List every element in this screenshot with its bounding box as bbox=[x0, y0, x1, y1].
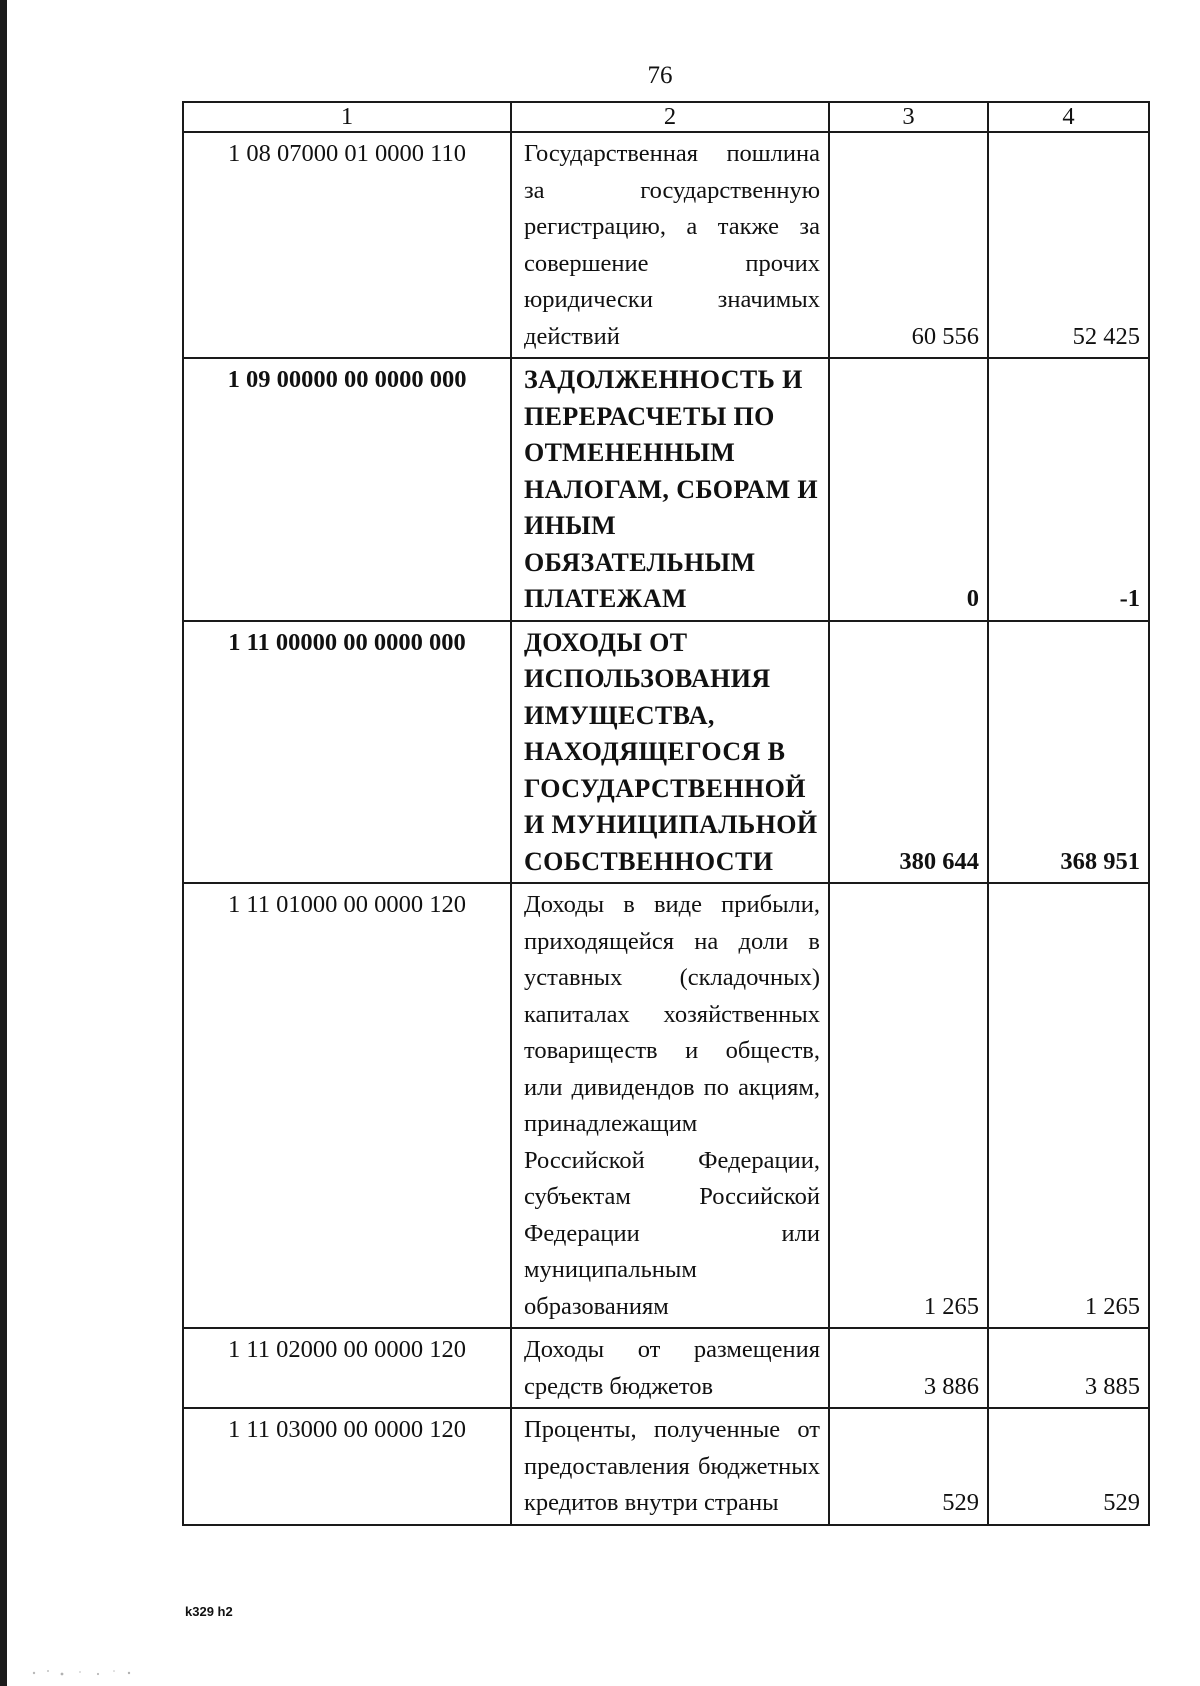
value-col-4: 3 885 bbox=[988, 1328, 1149, 1408]
value-col-4: 529 bbox=[988, 1408, 1149, 1525]
budget-code: 1 09 00000 00 0000 000 bbox=[183, 358, 511, 621]
budget-code: 1 11 03000 00 0000 120 bbox=[183, 1408, 511, 1525]
revenue-name: Государственная пошлина за государственную регистрацию, а также за совершение прочих юридически значимых действий bbox=[511, 132, 829, 358]
table-row bbox=[183, 1408, 1149, 1525]
revenue-name: Проценты, полученные от предоставления бюджетных кредитов внутри страны bbox=[511, 1408, 829, 1525]
table-row bbox=[183, 883, 1149, 1328]
header-col-4: 4 bbox=[988, 102, 1149, 132]
table-row bbox=[183, 621, 1149, 884]
table-header-row bbox=[183, 102, 1149, 132]
scan-noise bbox=[28, 1668, 138, 1678]
table-row bbox=[183, 132, 1149, 358]
budget-code: 1 11 01000 00 0000 120 bbox=[183, 883, 511, 1328]
value-col-4: 368 951 bbox=[988, 621, 1149, 884]
scan-border bbox=[0, 0, 7, 1686]
revenue-name: Доходы в виде прибыли, приходящейся на доли в уставных (складочных) капиталах хозяйственных товариществ и обществ, или дивидендов по акциям, принадлежащим Российской Федерации, субъектам Российской Федерации или муниципальным образованиям bbox=[511, 883, 829, 1328]
value-col-4: -1 bbox=[988, 358, 1149, 621]
value-col-4: 1 265 bbox=[988, 883, 1149, 1328]
value-col-3: 0 bbox=[829, 358, 988, 621]
table-row bbox=[183, 1328, 1149, 1408]
budget-code: 1 11 02000 00 0000 120 bbox=[183, 1328, 511, 1408]
revenue-name: ДОХОДЫ ОТ ИСПОЛЬЗОВАНИЯ ИМУЩЕСТВА, НАХОДЯЩЕГОСЯ В ГОСУДАРСТВЕННОЙ И МУНИЦИПАЛЬНОЙ СОБСТВЕННОСТИ bbox=[511, 621, 829, 884]
value-col-4: 52 425 bbox=[988, 132, 1149, 358]
value-col-3: 60 556 bbox=[829, 132, 988, 358]
revenue-name: Доходы от размещения средств бюджетов bbox=[511, 1328, 829, 1408]
value-col-3: 3 886 bbox=[829, 1328, 988, 1408]
table-row bbox=[183, 358, 1149, 621]
header-col-2: 2 bbox=[511, 102, 829, 132]
value-col-3: 380 644 bbox=[829, 621, 988, 884]
revenue-table bbox=[182, 101, 1150, 1526]
budget-code: 1 08 07000 01 0000 110 bbox=[183, 132, 511, 358]
page-number: 76 bbox=[647, 62, 673, 89]
value-col-3: 529 bbox=[829, 1408, 988, 1525]
value-col-3: 1 265 bbox=[829, 883, 988, 1328]
document-code: k329 h2 bbox=[185, 1604, 233, 1619]
budget-code: 1 11 00000 00 0000 000 bbox=[183, 621, 511, 884]
header-col-3: 3 bbox=[829, 102, 988, 132]
header-col-1: 1 bbox=[183, 102, 511, 132]
revenue-name: ЗАДОЛЖЕННОСТЬ И ПЕРЕРАСЧЕТЫ ПО ОТМЕНЕННЫМ НАЛОГАМ, СБОРАМ И ИНЫМ ОБЯЗАТЕЛЬНЫМ ПЛАТЕЖАМ bbox=[511, 358, 829, 621]
